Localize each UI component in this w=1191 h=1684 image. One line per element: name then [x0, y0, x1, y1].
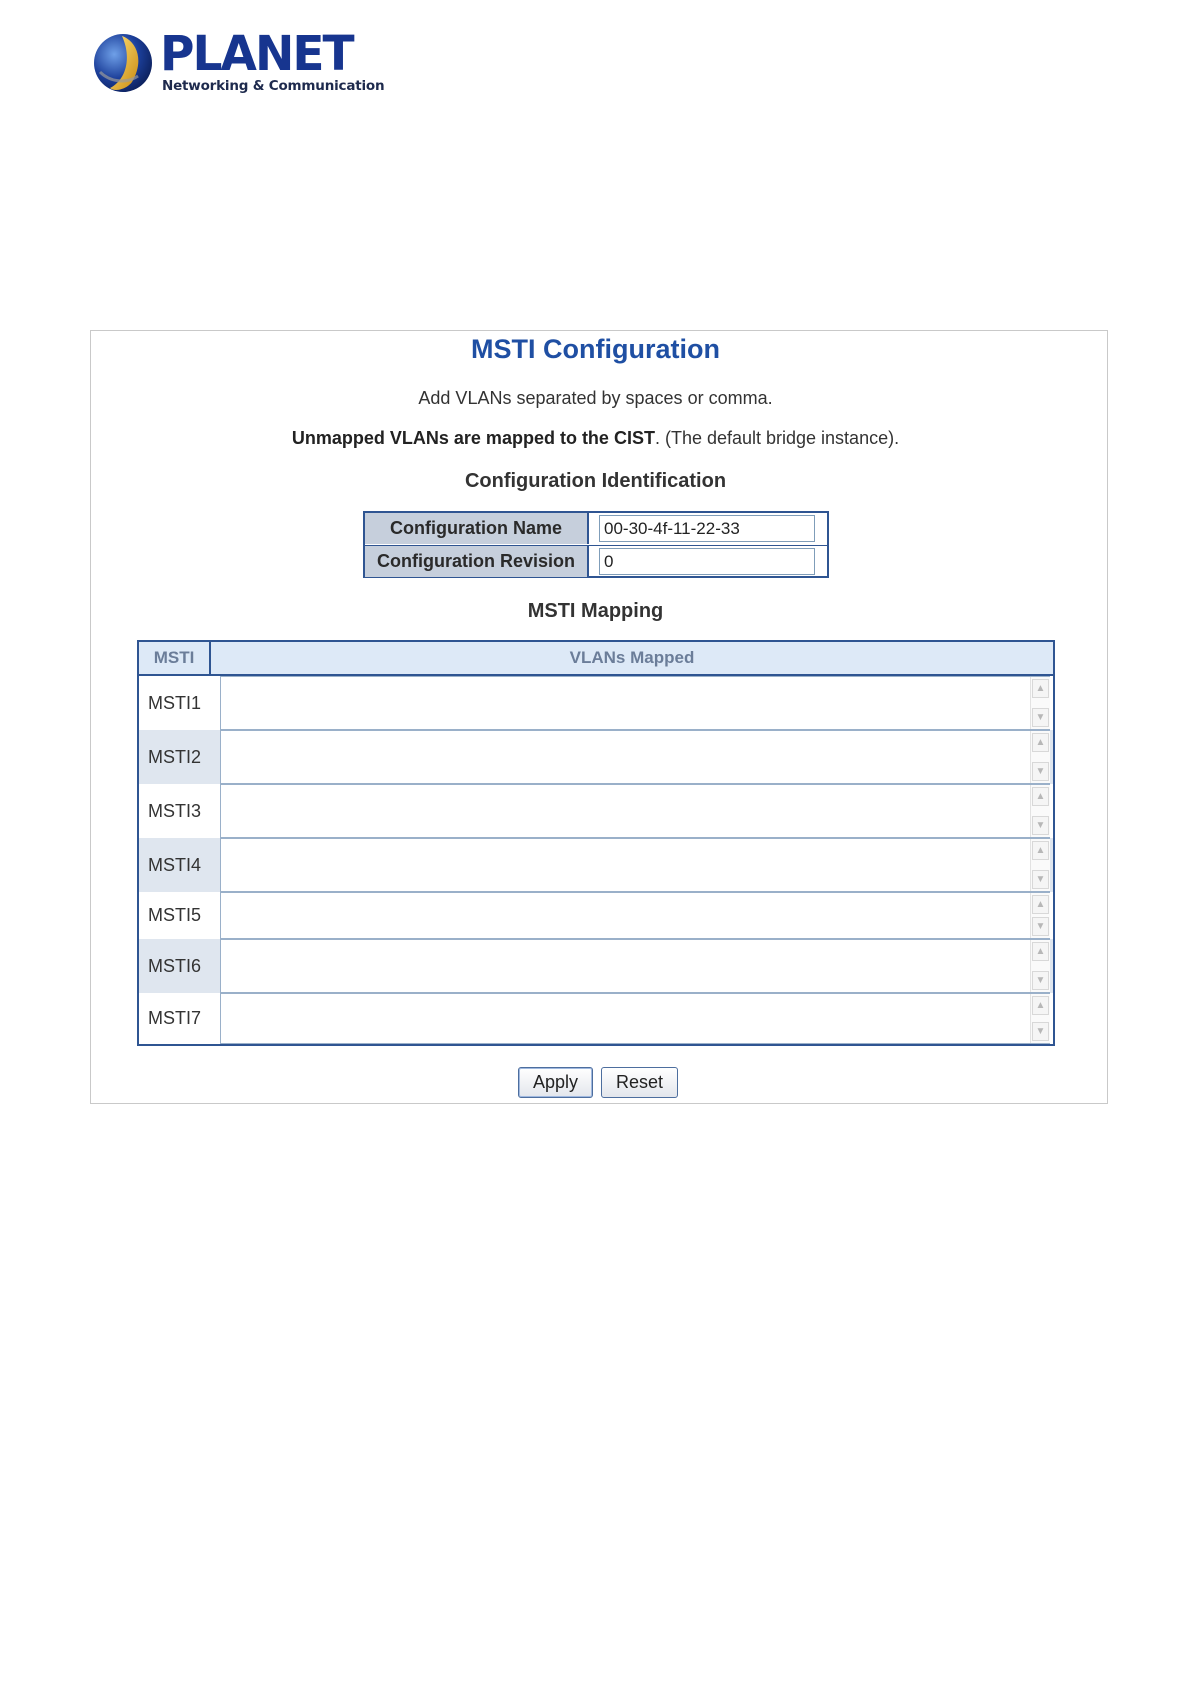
apply-button[interactable]: Apply — [518, 1067, 593, 1098]
textarea-scrollbar[interactable] — [1030, 839, 1050, 891]
msti-column-header: MSTI — [139, 642, 211, 674]
table-row — [139, 784, 1053, 838]
unmapped-note-rest: . (The default bridge instance). — [654, 428, 900, 448]
scroll-up-icon[interactable]: ▲ — [1032, 895, 1049, 914]
brand-name: PLANET — [160, 26, 353, 82]
unmapped-note-bold: Unmapped VLANs are mapped to the CIST — [291, 428, 655, 448]
msti-label: MSTI6 — [148, 955, 202, 976]
scroll-down-icon[interactable]: ▼ — [1032, 708, 1049, 727]
config-revision-label: Configuration Revision — [365, 546, 589, 577]
vlans-mapped-textarea[interactable] — [220, 892, 1050, 939]
scroll-down-icon[interactable]: ▼ — [1032, 762, 1049, 781]
msti-label: MSTI3 — [148, 800, 202, 821]
msti-mapping-table — [137, 640, 1055, 1046]
msti-label: MSTI5 — [148, 905, 202, 925]
config-name-row — [365, 513, 827, 544]
textarea-scrollbar[interactable] — [1030, 731, 1050, 783]
planet-logo — [92, 26, 385, 100]
textarea-scrollbar[interactable] — [1030, 994, 1050, 1043]
scroll-down-icon[interactable]: ▼ — [1032, 917, 1049, 936]
msti-label: MSTI2 — [148, 746, 202, 767]
scroll-up-icon[interactable]: ▲ — [1032, 733, 1049, 752]
reset-button[interactable]: Reset — [601, 1067, 678, 1098]
msti-mapping-title: MSTI Mapping — [527, 600, 664, 622]
vlans-mapped-textarea[interactable] — [220, 993, 1050, 1044]
config-revision-row — [365, 545, 827, 577]
textarea-scrollbar[interactable] — [1030, 785, 1050, 837]
scroll-up-icon[interactable]: ▲ — [1032, 841, 1049, 860]
config-revision-input[interactable] — [599, 548, 815, 575]
msti-label: MSTI1 — [148, 692, 202, 713]
vlans-mapped-textarea[interactable] — [220, 939, 1050, 993]
table-row — [139, 892, 1053, 939]
table-row — [139, 993, 1053, 1044]
scroll-down-icon[interactable]: ▼ — [1032, 870, 1049, 889]
config-name-input[interactable] — [599, 515, 815, 542]
config-identification-title: Configuration Identification — [464, 470, 727, 492]
table-row — [139, 838, 1053, 892]
vlans-mapped-textarea[interactable] — [220, 730, 1050, 784]
scroll-down-icon[interactable]: ▼ — [1032, 1022, 1049, 1041]
textarea-scrollbar[interactable] — [1030, 940, 1050, 992]
vlans-mapped-column-header: VLANs Mapped — [569, 648, 695, 667]
scroll-down-icon[interactable]: ▼ — [1032, 816, 1049, 835]
scroll-up-icon[interactable]: ▲ — [1032, 679, 1049, 698]
globe-logo-icon — [92, 32, 154, 94]
scroll-down-icon[interactable]: ▼ — [1032, 971, 1049, 990]
vlans-mapped-textarea[interactable] — [220, 676, 1050, 730]
mapping-header — [139, 642, 1053, 676]
textarea-scrollbar[interactable] — [1030, 677, 1050, 729]
brand-tagline: Networking & Communication — [162, 78, 385, 94]
table-row — [139, 676, 1053, 730]
config-identification-table — [363, 511, 829, 578]
config-name-label: Configuration Name — [365, 513, 589, 544]
scroll-up-icon[interactable]: ▲ — [1032, 996, 1049, 1015]
vlans-mapped-textarea[interactable] — [220, 838, 1050, 892]
page-title: MSTI Configuration — [471, 334, 720, 364]
table-row — [139, 939, 1053, 993]
add-vlans-note: Add VLANs separated by spaces or comma. — [418, 388, 773, 408]
msti-label: MSTI4 — [148, 854, 202, 875]
msti-label: MSTI7 — [148, 1008, 202, 1028]
textarea-scrollbar[interactable] — [1030, 893, 1050, 938]
vlans-mapped-textarea[interactable] — [220, 784, 1050, 838]
table-row — [139, 730, 1053, 784]
scroll-up-icon[interactable]: ▲ — [1032, 942, 1049, 961]
scroll-up-icon[interactable]: ▲ — [1032, 787, 1049, 806]
unmapped-vlans-note — [0, 428, 1191, 449]
